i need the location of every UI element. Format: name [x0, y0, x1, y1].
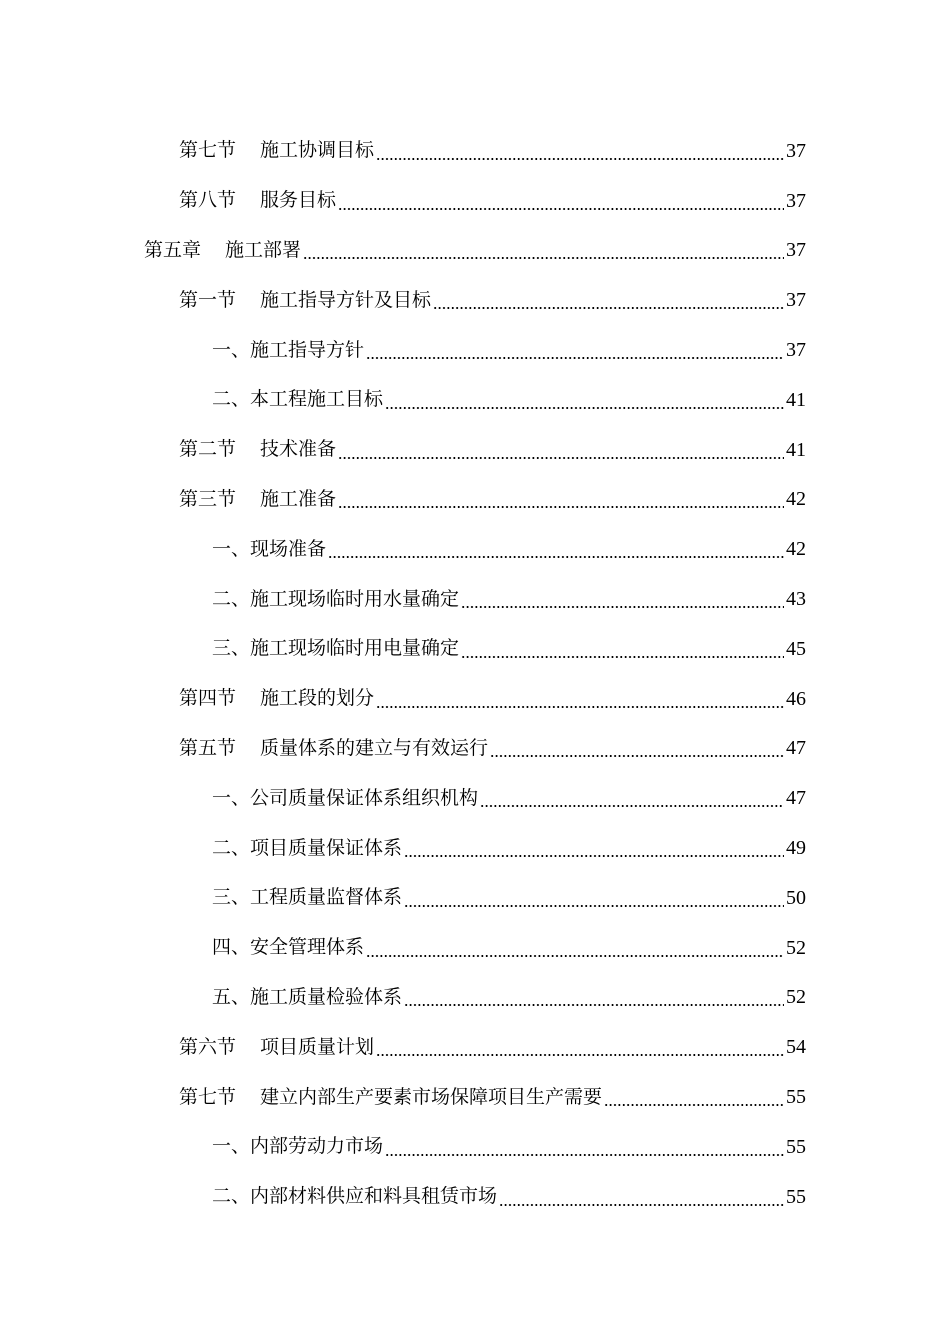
toc-entry-title: 二、施工现场临时用水量确定 — [212, 587, 460, 610]
toc-entry-title: 建立内部生产要素市场保障项目生产需要 — [260, 1085, 603, 1108]
toc-dot-leader — [404, 1004, 784, 1006]
toc-entry-number: 第一节 — [179, 288, 237, 311]
toc-dot-leader — [376, 158, 784, 160]
toc-entry[interactable] — [0, 475, 950, 525]
toc-dot-leader — [376, 706, 784, 708]
toc-dot-leader — [385, 1154, 784, 1156]
toc-entry[interactable] — [0, 524, 950, 574]
toc-dot-leader — [366, 955, 784, 957]
toc-entry-title: 质量体系的建立与有效运行 — [260, 736, 489, 759]
toc-dot-leader — [303, 257, 784, 259]
toc-entry-label — [212, 1187, 497, 1206]
toc-entry-label — [179, 141, 374, 160]
toc-dot-leader — [338, 457, 784, 459]
toc-entry-label — [179, 191, 336, 210]
toc-entry-title: 技术准备 — [260, 438, 337, 461]
toc-entry-number: 第四节 — [179, 687, 237, 710]
toc-entry-label — [212, 338, 365, 361]
toc-dot-leader — [338, 208, 784, 210]
toc-dot-leader — [366, 357, 784, 359]
toc-page-number: 37 — [786, 239, 806, 262]
toc-dot-leader — [404, 855, 784, 857]
toc-entry-label — [179, 1035, 375, 1058]
toc-entry-title: 三、工程质量监督体系 — [212, 886, 403, 909]
toc-entry[interactable] — [0, 973, 950, 1023]
toc-entry-title: 二、内部材料供应和料具租赁市场 — [212, 1185, 498, 1208]
toc-page-number: 54 — [786, 1036, 806, 1059]
toc-entry-label — [179, 1085, 603, 1108]
toc-page-number: 50 — [786, 886, 806, 909]
toc-entry[interactable] — [0, 624, 950, 674]
toc-entry-title: 五、施工质量检验体系 — [212, 985, 403, 1008]
toc-entry-number: 第五节 — [179, 736, 237, 759]
table-of-contents — [0, 126, 950, 1222]
toc-entry-label — [212, 390, 383, 409]
toc-entry-label — [212, 1137, 383, 1156]
toc-entry-title: 一、施工指导方针 — [212, 338, 365, 361]
toc-dot-leader — [376, 1054, 784, 1056]
toc-entry-label — [179, 689, 374, 708]
toc-entry-label — [212, 985, 403, 1008]
toc-entry-title: 二、本工程施工目标 — [212, 388, 384, 411]
toc-entry-label — [179, 440, 336, 459]
toc-entry[interactable] — [0, 1072, 950, 1122]
toc-page-number: 46 — [786, 687, 806, 710]
toc-entry[interactable] — [0, 1022, 950, 1072]
toc-entry-label — [212, 888, 402, 907]
toc-page-number: 37 — [786, 189, 806, 212]
toc-entry-title: 一、公司质量保证体系组织机构 — [212, 786, 479, 809]
toc-entry-label — [212, 639, 459, 658]
toc-page-number: 41 — [786, 388, 806, 411]
toc-entry-title: 施工指导方针及目标 — [260, 288, 432, 311]
toc-page-number: 55 — [786, 1086, 806, 1109]
toc-entry-label — [212, 938, 364, 957]
toc-entry-label — [144, 238, 302, 261]
toc-dot-leader — [499, 1204, 784, 1206]
toc-entry-number: 第二节 — [179, 438, 237, 461]
toc-dot-leader — [328, 556, 784, 558]
toc-entry-number: 第八节 — [179, 189, 237, 212]
toc-page-number: 55 — [786, 1135, 806, 1158]
toc-page-number: 47 — [786, 787, 806, 810]
toc-dot-leader — [461, 606, 784, 608]
toc-dot-leader — [433, 307, 784, 309]
toc-page-number: 37 — [786, 339, 806, 362]
toc-entry[interactable] — [0, 1122, 950, 1172]
toc-entry-title: 施工部署 — [225, 238, 302, 261]
toc-entry[interactable] — [0, 325, 950, 375]
toc-entry[interactable] — [0, 724, 950, 774]
toc-page-number: 52 — [786, 986, 806, 1009]
toc-page-number: 45 — [786, 637, 806, 660]
toc-dot-leader — [461, 656, 784, 658]
toc-entry[interactable] — [0, 873, 950, 923]
toc-entry[interactable] — [0, 674, 950, 724]
toc-entry-title: 一、内部劳动力市场 — [212, 1135, 384, 1158]
toc-dot-leader — [480, 805, 784, 807]
toc-page-number: 52 — [786, 936, 806, 959]
toc-entry-label — [179, 736, 489, 759]
toc-page-number: 41 — [786, 438, 806, 461]
toc-entry-label — [179, 487, 337, 510]
toc-page-number: 47 — [786, 737, 806, 760]
toc-entry-number: 第三节 — [179, 487, 237, 510]
toc-entry-title: 服务目标 — [260, 189, 337, 212]
toc-entry-number: 第七节 — [179, 1085, 237, 1108]
toc-entry[interactable] — [0, 176, 950, 226]
toc-entry-title: 二、项目质量保证体系 — [212, 836, 403, 859]
toc-page-number: 37 — [786, 139, 806, 162]
toc-entry[interactable] — [0, 1172, 950, 1222]
toc-entry-number: 第七节 — [179, 139, 237, 162]
toc-entry[interactable] — [0, 226, 950, 276]
toc-dot-leader — [604, 1104, 784, 1106]
toc-entry-label — [212, 537, 327, 560]
toc-entry-label — [212, 836, 403, 859]
toc-entry[interactable] — [0, 823, 950, 873]
toc-page-number: 37 — [786, 289, 806, 312]
toc-dot-leader — [404, 905, 784, 907]
toc-entry-number: 第六节 — [179, 1035, 237, 1058]
toc-entry-title: 项目质量计划 — [260, 1035, 375, 1058]
toc-page-number: 55 — [786, 1185, 806, 1208]
toc-entry-title: 施工准备 — [260, 487, 337, 510]
toc-entry[interactable] — [0, 574, 950, 624]
toc-entry[interactable] — [0, 375, 950, 425]
toc-entry-title: 一、现场准备 — [212, 537, 327, 560]
toc-page-number: 49 — [786, 837, 806, 860]
toc-entry[interactable] — [0, 275, 950, 325]
toc-entry[interactable] — [0, 126, 950, 176]
toc-entry-number: 第五章 — [144, 238, 202, 261]
toc-dot-leader — [338, 506, 784, 508]
toc-entry-title: 三、施工现场临时用电量确定 — [212, 637, 460, 660]
toc-page-number: 42 — [786, 538, 806, 561]
toc-entry[interactable] — [0, 425, 950, 475]
toc-entry-title: 施工协调目标 — [260, 139, 375, 162]
toc-entry-title: 四、安全管理体系 — [212, 936, 365, 959]
toc-entry-title: 施工段的划分 — [260, 687, 375, 710]
toc-dot-leader — [385, 407, 784, 409]
toc-entry[interactable] — [0, 773, 950, 823]
toc-page-number: 42 — [786, 488, 806, 511]
toc-entry-label — [212, 786, 479, 809]
toc-entry-label — [212, 587, 460, 610]
toc-entry[interactable] — [0, 923, 950, 973]
toc-dot-leader — [490, 755, 784, 757]
toc-entry-label — [179, 288, 432, 311]
toc-page-number: 43 — [786, 588, 806, 611]
